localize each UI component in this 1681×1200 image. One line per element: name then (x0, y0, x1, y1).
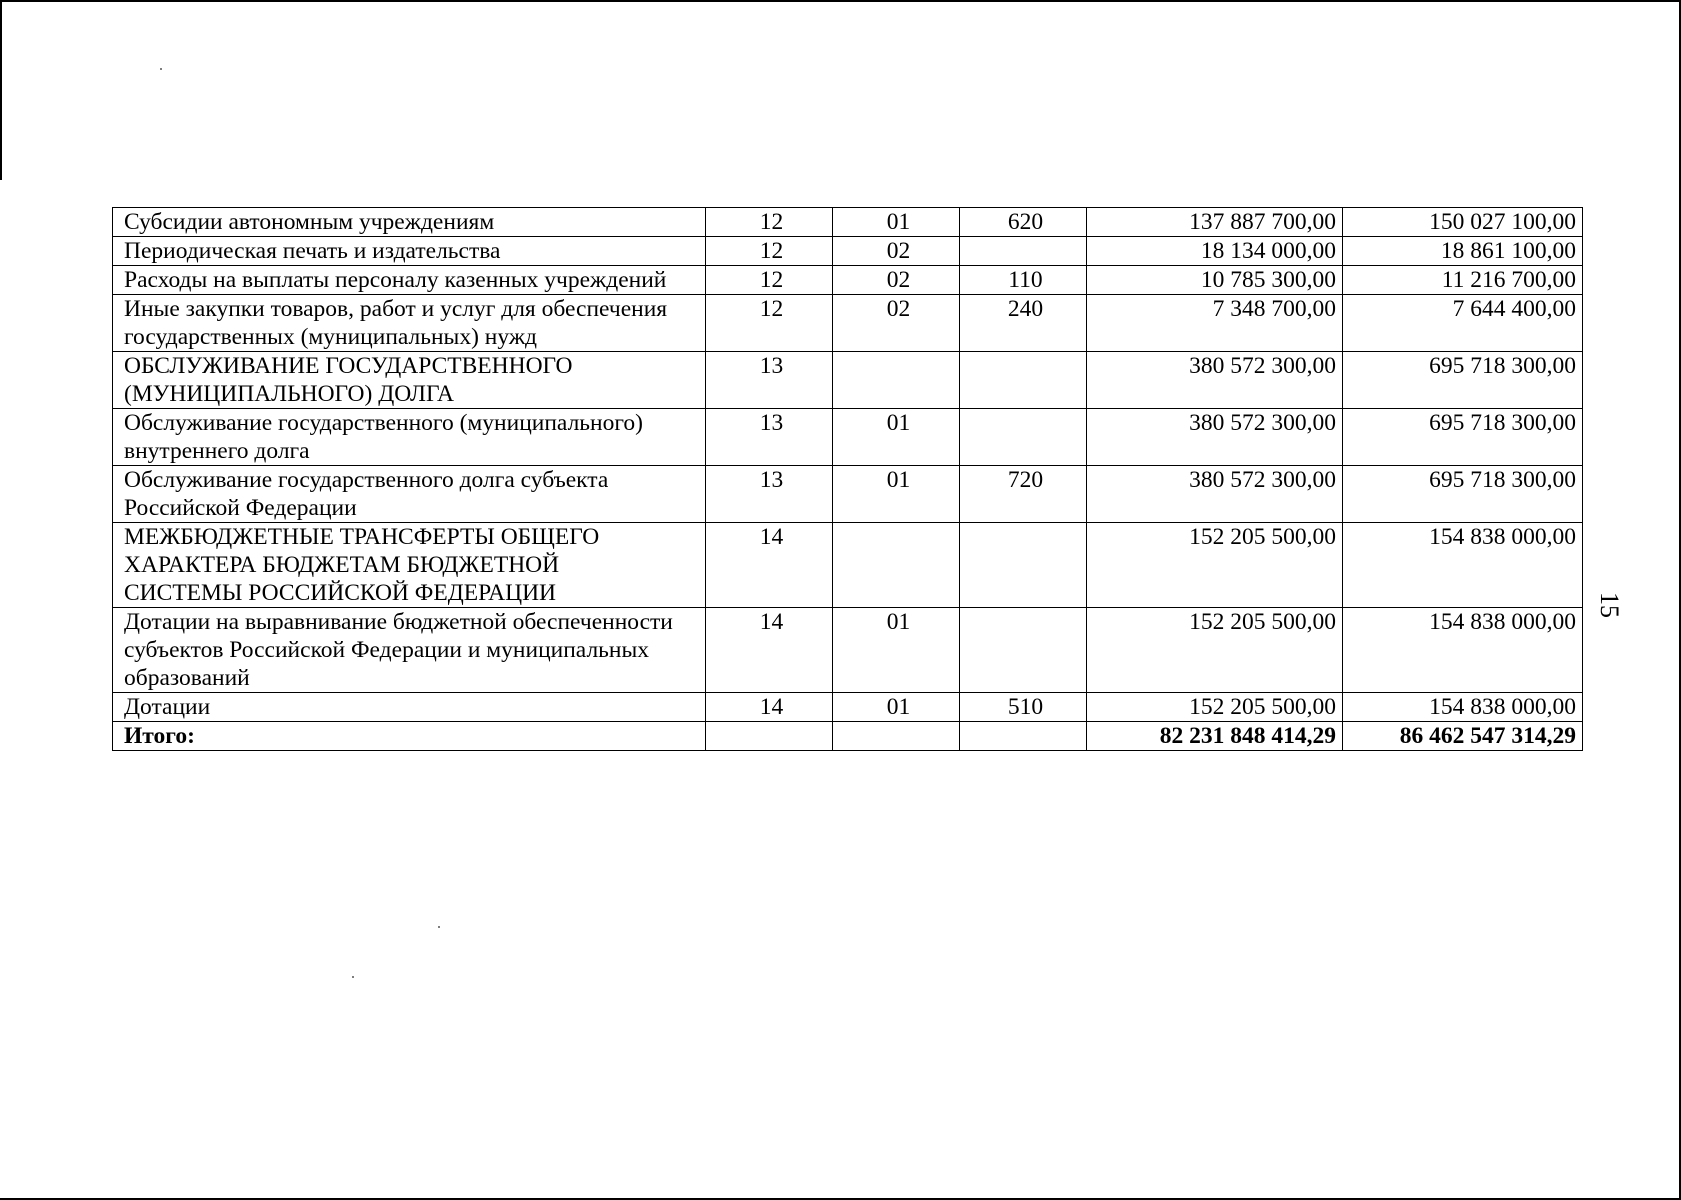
table-row (113, 295, 1583, 352)
row-section-code: 12 (706, 237, 833, 266)
table-row (113, 352, 1583, 409)
budget-table (112, 207, 1583, 751)
row-subsection-code: 01 (833, 693, 960, 722)
page-border-top (0, 0, 1681, 2)
row-expense-type-code: 240 (960, 295, 1087, 352)
row-amount-2: 154 838 000,00 (1343, 608, 1583, 693)
total-amount-1: 82 231 848 414,29 (1087, 722, 1343, 751)
table-row (113, 608, 1583, 693)
row-amount-1: 18 134 000,00 (1087, 237, 1343, 266)
table-row (113, 466, 1583, 523)
table-row (113, 208, 1583, 237)
row-section-code: 14 (706, 608, 833, 693)
scan-speck (352, 976, 354, 978)
row-subsection-code (833, 352, 960, 409)
row-amount-1: 137 887 700,00 (1087, 208, 1343, 237)
row-name: Субсидии автономным учреждениям (113, 208, 706, 237)
row-expense-type-code: 110 (960, 266, 1087, 295)
row-subsection-code: 01 (833, 409, 960, 466)
row-name: Обслуживание государственного (муниципального) внутреннего долга (113, 409, 706, 466)
row-amount-2: 150 027 100,00 (1343, 208, 1583, 237)
row-name: Дотации (113, 693, 706, 722)
row-amount-2: 7 644 400,00 (1343, 295, 1583, 352)
total-empty-cell (960, 722, 1087, 751)
total-empty-cell (833, 722, 960, 751)
row-name: Иные закупки товаров, работ и услуг для обеспечения государственных (муниципальных) нужд (113, 295, 706, 352)
total-label: Итого: (113, 722, 706, 751)
row-name: Дотации на выравнивание бюджетной обеспеченности субъектов Российской Федерации и муниципальных образований (113, 608, 706, 693)
row-amount-2: 695 718 300,00 (1343, 352, 1583, 409)
row-expense-type-code (960, 237, 1087, 266)
row-amount-2: 18 861 100,00 (1343, 237, 1583, 266)
row-section-code: 13 (706, 409, 833, 466)
page-number: 15 (1595, 592, 1624, 618)
row-subsection-code: 02 (833, 266, 960, 295)
row-name: Периодическая печать и издательства (113, 237, 706, 266)
row-expense-type-code: 510 (960, 693, 1087, 722)
scan-speck (438, 926, 440, 928)
table-row (113, 523, 1583, 608)
row-amount-1: 380 572 300,00 (1087, 352, 1343, 409)
row-expense-type-code (960, 608, 1087, 693)
row-amount-1: 152 205 500,00 (1087, 608, 1343, 693)
row-amount-2: 154 838 000,00 (1343, 523, 1583, 608)
row-expense-type-code (960, 523, 1087, 608)
row-name: ОБСЛУЖИВАНИЕ ГОСУДАРСТВЕННОГО (МУНИЦИПАЛЬНОГО) ДОЛГА (113, 352, 706, 409)
table-row (113, 693, 1583, 722)
row-amount-1: 152 205 500,00 (1087, 693, 1343, 722)
row-expense-type-code (960, 352, 1087, 409)
row-expense-type-code (960, 409, 1087, 466)
row-expense-type-code: 620 (960, 208, 1087, 237)
total-amount-2: 86 462 547 314,29 (1343, 722, 1583, 751)
row-section-code: 14 (706, 523, 833, 608)
row-subsection-code (833, 523, 960, 608)
row-section-code: 13 (706, 352, 833, 409)
row-section-code: 12 (706, 295, 833, 352)
row-amount-1: 152 205 500,00 (1087, 523, 1343, 608)
table-row (113, 237, 1583, 266)
row-subsection-code: 01 (833, 466, 960, 523)
table-row (113, 409, 1583, 466)
row-section-code: 12 (706, 208, 833, 237)
row-amount-1: 7 348 700,00 (1087, 295, 1343, 352)
row-amount-2: 695 718 300,00 (1343, 466, 1583, 523)
row-amount-2: 11 216 700,00 (1343, 266, 1583, 295)
row-section-code: 14 (706, 693, 833, 722)
row-name: Расходы на выплаты персоналу казенных учреждений (113, 266, 706, 295)
table-row (113, 266, 1583, 295)
row-expense-type-code: 720 (960, 466, 1087, 523)
row-amount-2: 695 718 300,00 (1343, 409, 1583, 466)
page-border-left (0, 0, 2, 180)
total-row (113, 722, 1583, 751)
row-section-code: 13 (706, 466, 833, 523)
row-subsection-code: 02 (833, 237, 960, 266)
row-name: МЕЖБЮДЖЕТНЫЕ ТРАНСФЕРТЫ ОБЩЕГО ХАРАКТЕРА БЮДЖЕТАМ БЮДЖЕТНОЙ СИСТЕМЫ РОССИЙСКОЙ ФЕДЕРАЦИИ (113, 523, 706, 608)
total-empty-cell (706, 722, 833, 751)
row-amount-1: 380 572 300,00 (1087, 409, 1343, 466)
row-subsection-code: 01 (833, 608, 960, 693)
row-name: Обслуживание государственного долга субъекта Российской Федерации (113, 466, 706, 523)
row-amount-1: 10 785 300,00 (1087, 266, 1343, 295)
scan-speck (160, 68, 162, 70)
row-subsection-code: 01 (833, 208, 960, 237)
row-amount-1: 380 572 300,00 (1087, 466, 1343, 523)
row-section-code: 12 (706, 266, 833, 295)
row-subsection-code: 02 (833, 295, 960, 352)
row-amount-2: 154 838 000,00 (1343, 693, 1583, 722)
